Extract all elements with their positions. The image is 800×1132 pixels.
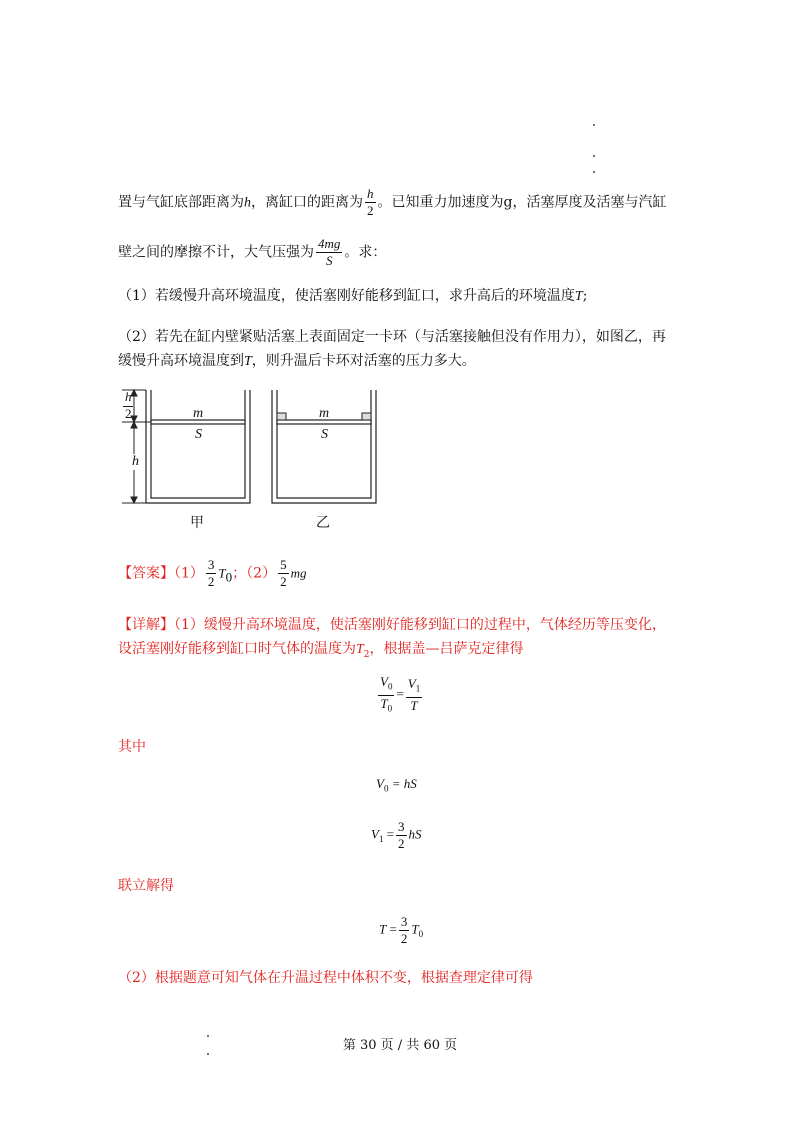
solution-tag: 【详解】 (118, 617, 174, 633)
equation-v1: $V_1$ = $\frac{3}{2}$ hS (371, 819, 422, 851)
answer-2-fraction: $\frac{5}{2}$ (280, 557, 287, 589)
answer-tag: 【答案】 (118, 565, 174, 582)
dim-top-den: 2 (125, 406, 132, 421)
decorative-dot (593, 171, 595, 173)
piston-mass-label-jia: m (193, 406, 204, 421)
equation-v0: $V_0$ = hS (376, 776, 417, 794)
answer-1-fraction: $\frac{3}{2}$ (207, 557, 215, 589)
figure-label-jia: 甲 (190, 515, 204, 531)
problem-line-1: 置与气缸底部距离为h，离缸口的距离为 $\frac{h}{2}$ 。已知重力加速度为g，活塞厚度及活塞与汽缸 (118, 186, 667, 218)
problem-line-2: 壁之间的摩擦不计，大气压强为 $\frac{4mg}{S}$ 。求： (118, 236, 387, 268)
decorative-dot (593, 124, 595, 126)
question-1: （1）若缓慢升高环境温度，使活塞刚好能移到缸口，求升高后的环境温度T; (118, 288, 588, 304)
solution-part-2: （2）根据题意可知气体在升温过程中体积不变，根据查理定律可得 (118, 970, 533, 986)
decorative-dot (207, 1053, 209, 1055)
piston-mass-label-yi: m (319, 406, 330, 421)
piston-area-label-jia: S (195, 427, 202, 442)
question-2-line-1: （2）若先在缸内壁紧贴活塞上表面固定一卡环（与活塞接触但没有作用力），如图乙，再 (118, 329, 666, 345)
fraction-4mg-over-s: $\frac{4mg}{S}$ (318, 236, 341, 268)
decorative-dot (593, 155, 595, 157)
solution-where: 其中 (118, 739, 146, 755)
clamp-ring-right (362, 413, 371, 420)
dim-bottom-label: h (132, 454, 139, 469)
cylinder-figure (110, 385, 400, 535)
figure-label-yi: 乙 (316, 515, 330, 531)
solution-combine: 联立解得 (118, 878, 174, 894)
dim-top-num: h (125, 389, 132, 404)
page-number: 第 30 页 / 共 60 页 (342, 1038, 458, 1053)
piston-area-label-yi: S (321, 427, 328, 442)
equation-t-result: T = $\frac{3}{2}$ $T_0$ (379, 914, 424, 946)
solution-line-1: 【详解】（1）缓慢升高环境温度，使活塞刚好能移到缸口的过程中，气体经历等压变化， (118, 617, 666, 633)
equation-gay-lussac: $\frac{V_0}{T_0}$ = $\frac{V_1}{T}$ (376, 674, 424, 716)
question-2-line-2: 缓慢升高环境温度到T，则升温后卡环对活塞的压力多大。 (118, 353, 476, 369)
solution-line-2: 设活塞刚好能移到缸口时气体的温度为$T_2$，根据盖—吕萨克定律得 (118, 641, 524, 660)
clamp-ring-left (277, 413, 286, 420)
answer-line: 【答案】（1） $\frac{3}{2}$ $T_0$；（2） $\frac{5}{2}$ mg (118, 557, 307, 589)
fraction-h-over-2: $\frac{h}{2}$ (367, 186, 374, 218)
